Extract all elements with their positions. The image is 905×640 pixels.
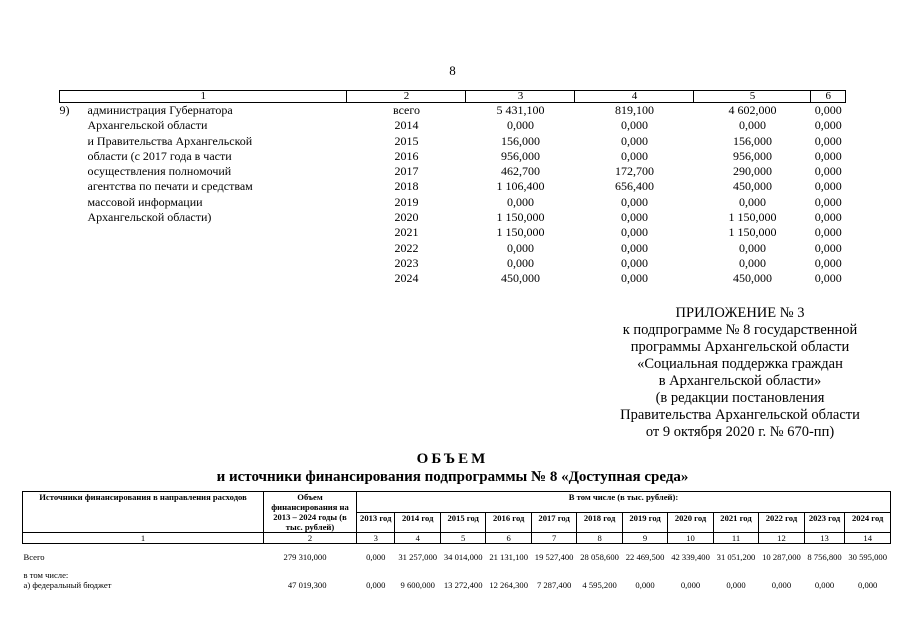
cell-c3: 1 150,000 <box>496 210 545 225</box>
organization-name-line: массовой информации <box>87 194 203 209</box>
organization-name-line: Архангельской области) <box>87 210 212 225</box>
year-value: 0,000 <box>858 580 878 590</box>
cell-c5: 450,000 <box>732 179 772 194</box>
appendix-line: Правительства Архангельской области <box>620 407 860 423</box>
cell-c6: 0,000 <box>814 179 842 194</box>
year-value: 0,000 <box>814 580 835 590</box>
appendix-line: от 9 октября 2020 г. № 670-пп) <box>645 424 835 440</box>
cell-period: 2021 <box>394 225 419 240</box>
row-number <box>60 149 88 164</box>
document-title: ОБЪЕМ <box>416 451 489 467</box>
cell-c6: 0,000 <box>814 255 842 270</box>
row-number <box>60 179 88 194</box>
column-index: 1 <box>23 533 264 544</box>
organization-name-line: Архангельской области <box>87 118 208 133</box>
year-header: 2015 год <box>440 512 485 533</box>
year-header: 2021 год <box>713 512 758 533</box>
col-index-6: 6 <box>811 91 846 103</box>
col-index-3: 3 <box>466 91 575 103</box>
cell-period: всего <box>392 103 420 117</box>
column-index: 2 <box>264 533 357 544</box>
year-value: 0,000 <box>771 580 792 590</box>
year-header: 2023 год <box>804 512 845 533</box>
financing-sources-table <box>22 491 891 590</box>
table-row <box>60 103 846 119</box>
year-value: 28 058,600 <box>580 552 619 562</box>
year-value: 31 051,200 <box>716 552 756 562</box>
including-label: в том числе: <box>23 570 69 580</box>
column-index: 12 <box>759 533 804 544</box>
row-number <box>60 271 88 286</box>
table-row <box>60 179 846 194</box>
appendix-line: «Социальная поддержка граждан <box>637 356 843 372</box>
row-number <box>60 164 88 179</box>
cell-c3: 0,000 <box>506 118 534 133</box>
year-value: 0,000 <box>680 580 701 590</box>
cell-period: 2020 <box>394 210 419 225</box>
cell-c5: 956,000 <box>732 148 772 163</box>
federal-budget-row <box>23 580 891 590</box>
cell-c4: 0,000 <box>620 255 648 270</box>
cell-c5: 4 602,000 <box>728 103 777 117</box>
cell-c3: 462,700 <box>500 164 540 179</box>
year-value: 31 257,000 <box>398 552 438 562</box>
year-value: 0,000 <box>635 580 655 590</box>
table-row <box>60 118 846 133</box>
year-value: 9 600,000 <box>400 580 435 590</box>
cell-c6: 0,000 <box>814 118 842 133</box>
column-index: 5 <box>440 533 485 544</box>
year-value: 19 527,400 <box>534 552 574 562</box>
cell-c6: 0,000 <box>814 271 842 286</box>
cell-c6: 0,000 <box>814 148 842 163</box>
year-value: 0,000 <box>366 552 386 562</box>
column-index: 6 <box>486 533 531 544</box>
organization-name-line: и Правительства Архангельской <box>87 133 253 148</box>
row-number <box>60 134 88 149</box>
year-header: 2020 год <box>668 512 713 533</box>
column-index-row <box>60 91 846 103</box>
cell-c5: 1 150,000 <box>728 225 777 240</box>
cell-period: 2023 <box>394 255 419 270</box>
cell-c6: 0,000 <box>814 240 842 255</box>
header-group: В том числе (в тыс. рублей): <box>357 492 891 513</box>
cell-c3: 1 150,000 <box>496 225 545 240</box>
year-value: 13 272,400 <box>443 580 483 590</box>
column-index: 4 <box>395 533 440 544</box>
cell-period: 2022 <box>394 240 419 255</box>
row-number <box>60 241 88 256</box>
appendix-line: (в редакции постановления <box>655 390 825 406</box>
cell-c5: 156,000 <box>732 133 772 148</box>
table-row <box>60 241 846 256</box>
organization-name-line <box>88 271 347 286</box>
cell-period: 2017 <box>394 164 419 179</box>
cell-c6: 0,000 <box>814 194 842 209</box>
cell-c4: 0,000 <box>620 240 648 255</box>
row-total: 279 310,000 <box>283 552 327 562</box>
cell-c4: 0,000 <box>620 271 648 286</box>
cell-period: 2015 <box>394 133 419 148</box>
column-index: 14 <box>845 533 891 544</box>
cell-c5: 1 150,000 <box>728 210 777 225</box>
column-index: 7 <box>531 533 576 544</box>
cell-c4: 819,100 <box>614 103 654 117</box>
cell-period: 2014 <box>394 118 419 133</box>
organization-name-line <box>88 256 347 271</box>
year-value: 21 131,100 <box>489 552 528 562</box>
table-row <box>60 195 846 210</box>
col-index-1: 1 <box>60 91 347 103</box>
organization-name-line <box>88 241 347 256</box>
table-row <box>60 210 846 225</box>
cell-period: 2018 <box>394 179 419 194</box>
column-index: 9 <box>622 533 667 544</box>
spacer-row <box>23 544 891 553</box>
spacer-row <box>23 562 891 570</box>
cell-c3: 156,000 <box>500 133 540 148</box>
row-number <box>60 256 88 271</box>
cell-c4: 0,000 <box>620 133 648 148</box>
cell-c3: 0,000 <box>506 240 534 255</box>
year-header: 2022 год <box>759 512 804 533</box>
cell-c4: 0,000 <box>620 194 648 209</box>
year-value: 34 014,000 <box>443 552 483 562</box>
organization-name-line: осуществления полномочий <box>87 164 232 179</box>
cell-c3: 956,000 <box>500 148 540 163</box>
row-number <box>60 195 88 210</box>
col-index-4: 4 <box>575 91 694 103</box>
appendix-line: к подпрограмме № 8 государственной <box>622 322 858 338</box>
organization-name-line: агентства по печати и средствам <box>87 179 253 194</box>
cell-c3: 1 106,400 <box>496 179 545 194</box>
header-sources: Источники финансирования в направления расходов <box>23 492 264 533</box>
cell-c6: 0,000 <box>814 164 842 179</box>
table-row <box>60 164 846 179</box>
appendix-line: ПРИЛОЖЕНИЕ № 3 <box>675 305 805 321</box>
table-row <box>60 271 846 286</box>
year-value: 22 469,500 <box>625 552 665 562</box>
column-index: 11 <box>713 533 758 544</box>
cell-period: 2016 <box>394 148 419 163</box>
year-header: 2019 год <box>622 512 667 533</box>
row-number <box>60 118 88 133</box>
column-index: 13 <box>804 533 845 544</box>
header-row <box>23 492 891 513</box>
row-label: а) федеральный бюджет <box>23 580 112 590</box>
organization-name-line <box>88 225 347 240</box>
year-value: 10 287,000 <box>762 552 801 562</box>
row-number <box>60 210 88 225</box>
cell-c4: 656,400 <box>614 179 654 194</box>
year-value: 8 756,800 <box>807 552 842 562</box>
year-value: 0,000 <box>366 580 386 590</box>
cell-c6: 0,000 <box>814 133 842 148</box>
cell-period: 2019 <box>394 194 419 209</box>
year-header: 2018 год <box>577 512 622 533</box>
cell-c3: 5 431,100 <box>496 103 545 117</box>
row-number: 9) <box>59 103 70 117</box>
cell-c3: 0,000 <box>506 194 534 209</box>
year-value: 30 595,000 <box>848 552 888 562</box>
cell-c5: 0,000 <box>738 118 766 133</box>
cell-c4: 0,000 <box>620 148 648 163</box>
cell-period: 2024 <box>394 271 419 286</box>
appendix-line: программы Архангельской области <box>630 339 850 355</box>
row-number <box>60 225 88 240</box>
header-total-volume: Объем финансирования на 2013 – 2024 годы (в тыс. рублей) <box>264 492 357 533</box>
cell-c4: 0,000 <box>620 210 648 225</box>
organization-name-line: области (с 2017 года в части <box>87 148 232 163</box>
column-index: 10 <box>668 533 713 544</box>
cell-c6: 0,000 <box>814 210 842 225</box>
column-index: 3 <box>357 533 395 544</box>
organization-funding-table <box>59 90 846 287</box>
year-header: 2016 год <box>486 512 531 533</box>
cell-c5: 0,000 <box>738 240 766 255</box>
cell-c4: 0,000 <box>620 118 648 133</box>
row-total: 47 019,300 <box>287 580 327 590</box>
year-header: 2013 год <box>357 512 395 533</box>
year-value: 42 339,400 <box>671 552 710 562</box>
year-header: 2014 год <box>395 512 440 533</box>
col-index-2: 2 <box>347 91 466 103</box>
cell-c6: 0,000 <box>814 225 842 240</box>
table-row <box>60 256 846 271</box>
cell-c3: 0,000 <box>506 255 534 270</box>
cell-c5: 0,000 <box>738 255 766 270</box>
index-row <box>23 533 891 544</box>
cell-c3: 450,000 <box>500 271 540 286</box>
year-value: 4 595,200 <box>582 580 617 590</box>
page-number: 8 <box>449 63 456 78</box>
year-header: 2017 год <box>531 512 576 533</box>
document-subtitle: и источники финансирования подпрограммы № 8 «Доступная среда» <box>216 469 689 485</box>
table-row <box>60 149 846 164</box>
table-row <box>60 225 846 240</box>
year-value: 7 287,400 <box>536 580 572 590</box>
row-label: Всего <box>23 552 45 562</box>
cell-c5: 450,000 <box>732 271 772 286</box>
total-row <box>23 552 891 562</box>
year-value: 12 264,300 <box>489 580 528 590</box>
cell-c4: 172,700 <box>614 164 654 179</box>
cell-c5: 290,000 <box>732 164 772 179</box>
cell-c6: 0,000 <box>814 103 842 117</box>
cell-c4: 0,000 <box>620 225 648 240</box>
appendix-heading <box>595 305 885 441</box>
organization-name-line: администрация Губернатора <box>87 103 233 117</box>
cell-c5: 0,000 <box>738 194 766 209</box>
table-row <box>60 134 846 149</box>
year-value: 0,000 <box>726 580 746 590</box>
including-row <box>23 570 891 580</box>
col-index-5: 5 <box>694 91 811 103</box>
year-header: 2024 год <box>845 512 891 533</box>
appendix-line: в Архангельской области» <box>658 373 822 389</box>
column-index: 8 <box>577 533 622 544</box>
